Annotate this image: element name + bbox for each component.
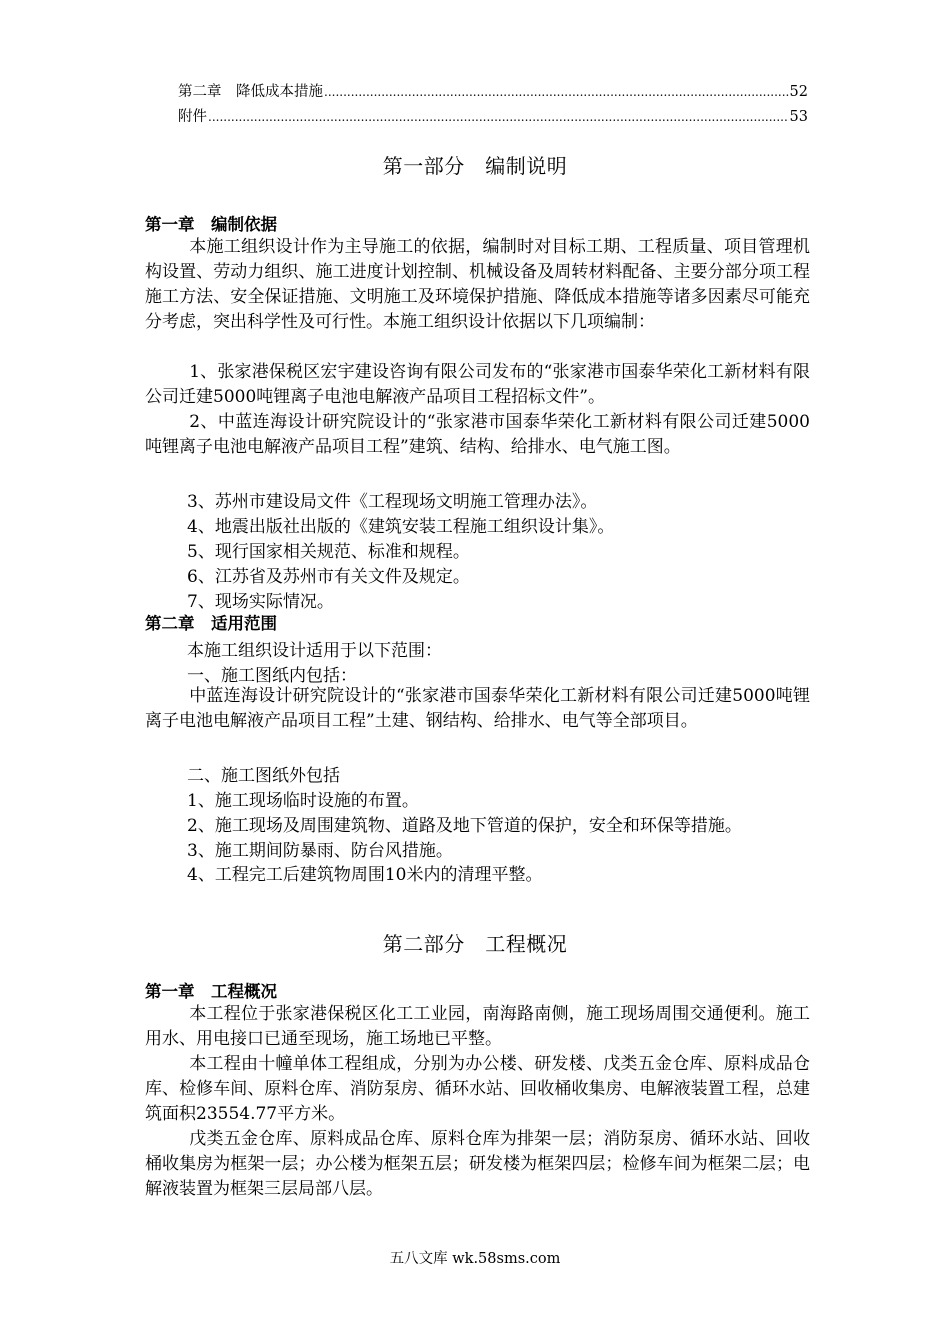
- chapter-heading: 第二章 适用范围: [145, 614, 277, 633]
- paragraph: 2、中蓝连海设计研究院设计的“张家港市国泰华荣化工新材料有限公司迁建5000吨锂离子电池电解液产品项目工程”建筑、结构、给排水、电气施工图。: [145, 412, 810, 457]
- list-item: 二、施工图纸外包括: [187, 766, 340, 786]
- list-item: 7、现场实际情况。: [187, 592, 334, 612]
- list-item: 3、苏州市建设局文件《工程现场文明施工管理办法》。: [187, 492, 598, 512]
- toc-entry-title: 第二章 降低成本措施: [178, 84, 323, 100]
- list-item: 4、地震出版社出版的《建筑安装工程施工组织设计集》。: [187, 517, 615, 537]
- toc-entry-title: 附件: [178, 109, 207, 125]
- toc-leader-dots: [208, 110, 789, 124]
- paragraph: 本工程由十幢单体工程组成，分别为办公楼、研发楼、戊类五金仓库、原料成品仓库、检修车间、原料仓库、消防泵房、循环水站、回收桶收集房、电解液装置工程，总建筑面积23554.77平方米。: [145, 1054, 810, 1124]
- list-item: 3、施工期间防暴雨、防台风措施。: [187, 841, 453, 861]
- toc-entry-page: 52: [789, 84, 808, 100]
- toc-leader-dots: [324, 85, 789, 99]
- list-item: 2、施工现场及周围建筑物、道路及地下管道的保护，安全和环保等措施。: [187, 816, 742, 836]
- list-item: 4、工程完工后建筑物周围10米内的清理平整。: [187, 865, 543, 885]
- list-item: 一、施工图纸内包括：: [187, 666, 357, 686]
- chapter-heading: 第一章 工程概况: [145, 982, 277, 1001]
- list-item: 1、施工现场临时设施的布置。: [187, 791, 419, 811]
- part-title: 第二部分 工程概况: [382, 932, 568, 956]
- part-title: 第一部分 编制说明: [382, 154, 568, 178]
- toc-entry[interactable]: [178, 80, 808, 102]
- toc-entry-page: 53: [789, 109, 808, 125]
- paragraph: 1、张家港保税区宏宇建设咨询有限公司发布的“张家港市国泰华荣化工新材料有限公司迁建5000吨锂离子电池电解液产品项目工程招标文件”。: [145, 362, 810, 407]
- list-item: 5、现行国家相关规范、标准和规程。: [187, 542, 470, 562]
- list-item: 本施工组织设计适用于以下范围：: [187, 641, 442, 661]
- chapter-heading: 第一章 编制依据: [145, 215, 277, 234]
- list-item: 6、江苏省及苏州市有关文件及规定。: [187, 567, 470, 587]
- paragraph: 戊类五金仓库、原料成品仓库、原料仓库为排架一层；消防泵房、循环水站、回收桶收集房为框架一层；办公楼为框架五层；研发楼为框架四层；检修车间为框架二层；电解液装置为框架三层局部八层。: [145, 1129, 810, 1199]
- paragraph: 本工程位于张家港保税区化工工业园，南海路南侧，施工现场周围交通便利。施工用水、用电接口已通至现场，施工场地已平整。: [145, 1004, 810, 1049]
- paragraph: 中蓝连海设计研究院设计的“张家港市国泰华荣化工新材料有限公司迁建5000吨锂离子电池电解液产品项目工程”土建、钢结构、给排水、电气等全部项目。: [145, 686, 810, 731]
- footer-watermark[interactable]: 五八文库 wk.58sms.com: [389, 1251, 561, 1267]
- toc-entry[interactable]: [178, 105, 808, 127]
- paragraph: 本施工组织设计作为主导施工的依据，编制时对目标工期、工程质量、项目管理机构设置、劳动力组织、施工进度计划控制、机械设备及周转材料配备、主要分部分项工程施工方法、安全保证措施、文明施工及环境保护措施、降低成本措施等诸多因素尽可能充分考虑，突出科学性及可行性。本施工组织设计依据以下几项编制：: [145, 237, 810, 332]
